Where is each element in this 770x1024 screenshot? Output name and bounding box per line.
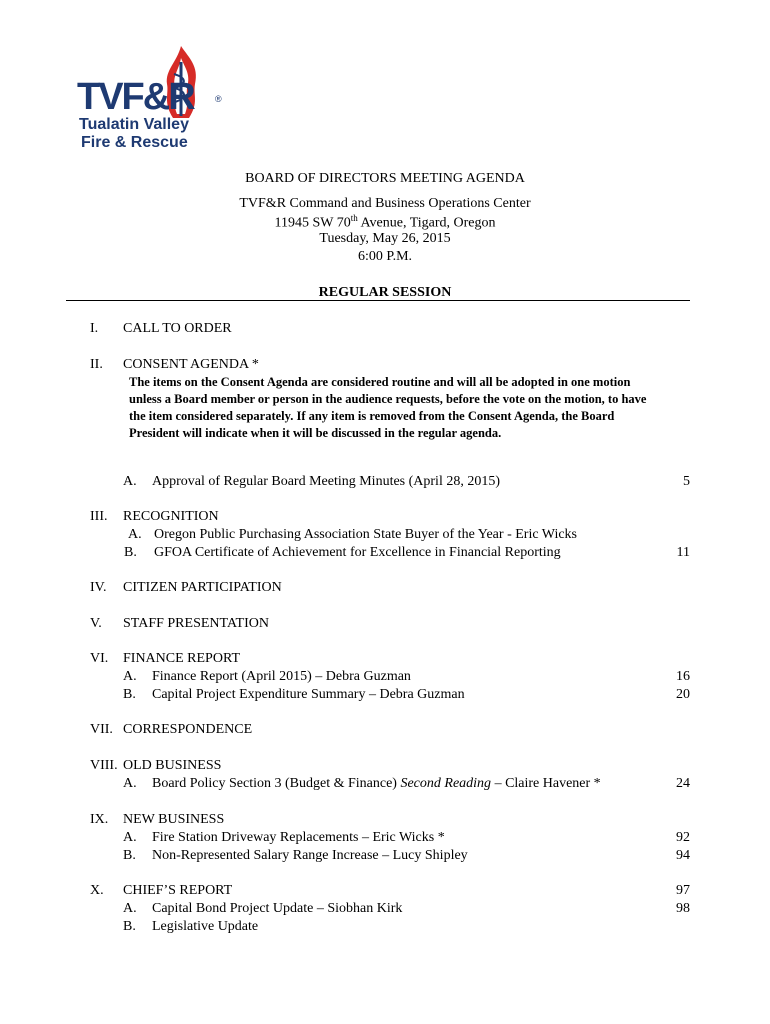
section-6-item-a-letter: A. <box>123 669 137 684</box>
section-3-item-a-letter: A. <box>128 527 142 542</box>
section-9-item-a-letter: A. <box>123 830 137 845</box>
section-4-title: CITIZEN PARTICIPATION <box>123 580 282 595</box>
meeting-date: Tuesday, May 26, 2015 <box>319 231 451 246</box>
section-6-item-a-text: Finance Report (April 2015) – Debra Guzman <box>152 669 411 684</box>
section-3-item-a-text: Oregon Public Purchasing Association State Buyer of the Year - Eric Wicks <box>154 527 577 542</box>
section-9-item-b-page: 94 <box>676 848 690 863</box>
header-divider <box>66 300 690 301</box>
section-8-item-a-page: 24 <box>676 776 690 791</box>
section-5-title: STAFF PRESENTATION <box>123 616 269 631</box>
section-10-item-a-text: Capital Bond Project Update – Siobhan Kirk <box>152 901 403 916</box>
tvfr-logo <box>77 44 227 154</box>
section-6-item-a-page: 16 <box>676 669 690 684</box>
meeting-location: TVF&R Command and Business Operations Center <box>239 196 531 211</box>
section-9-title: NEW BUSINESS <box>123 812 225 827</box>
section-6-item-b-page: 20 <box>676 687 690 702</box>
logo-line-2: Fire & Rescue <box>81 134 188 151</box>
section-10-number: X. <box>90 883 104 898</box>
section-1-title: CALL TO ORDER <box>123 321 232 336</box>
section-6-title: FINANCE REPORT <box>123 651 241 666</box>
section-3-item-b-text: GFOA Certificate of Achievement for Excellence in Financial Reporting <box>154 545 561 560</box>
section-6-item-b-text: Capital Project Expenditure Summary – Debra Guzman <box>152 687 465 702</box>
section-10-item-a-letter: A. <box>123 901 137 916</box>
section-3-item-b-page: 11 <box>676 545 690 560</box>
section-8-item-a-presenter: – Claire Havener * <box>491 776 601 791</box>
section-9-item-b-letter: B. <box>123 848 136 863</box>
section-1-number: I. <box>90 321 99 336</box>
section-7-title: CORRESPONDENCE <box>123 722 253 737</box>
section-8-number: VIII. <box>90 758 118 773</box>
consent-agenda-notice: The items on the Consent Agenda are considered routine and will all be adopted in one motion unless a Board member or person in the audience requests, before the vote on the motion, to have the item considered separately. If any item is removed from the Consent Agenda, the Board President will indicate when it will be discussed in the regular agenda. <box>129 375 647 440</box>
logo-line-1: Tualatin Valley <box>79 116 189 133</box>
address-street: 11945 SW 70 <box>274 215 351 231</box>
section-9-item-b-text: Non-Represented Salary Range Increase – Lucy Shipley <box>152 848 468 863</box>
section-3-number: III. <box>90 509 108 524</box>
section-2-title: CONSENT AGENDA * <box>123 357 259 372</box>
section-6-number: VI. <box>90 651 109 666</box>
logo-wordmark: TVF&R <box>77 76 194 118</box>
section-8-item-a-text-main: Board Policy Section 3 (Budget & Finance) <box>152 776 401 791</box>
section-10-item-b-text: Legislative Update <box>152 919 259 934</box>
session-heading: REGULAR SESSION <box>318 285 452 300</box>
section-8-title: OLD BUSINESS <box>123 758 222 773</box>
meeting-address <box>0 213 770 232</box>
address-ordinal: th <box>350 213 358 223</box>
section-10-page: 97 <box>676 883 690 898</box>
section-2-item-a-page: 5 <box>683 474 690 489</box>
section-2-number: II. <box>90 357 103 372</box>
address-city: Avenue, Tigard, Oregon <box>357 215 496 231</box>
section-5-number: V. <box>90 616 102 631</box>
section-4-number: IV. <box>90 580 107 595</box>
section-8-item-a-text <box>152 776 601 792</box>
section-2-item-a-letter: A. <box>123 474 137 489</box>
section-9-item-a-page: 92 <box>676 830 690 845</box>
section-8-item-a-letter: A. <box>123 776 137 791</box>
registered-mark: ® <box>215 94 222 104</box>
section-10-title: CHIEF’S REPORT <box>123 883 233 898</box>
section-2-item-a-text: Approval of Regular Board Meeting Minutes (April 28, 2015) <box>152 474 500 489</box>
section-7-number: VII. <box>90 722 113 737</box>
section-10-item-b-letter: B. <box>123 919 136 934</box>
section-9-item-a-text: Fire Station Driveway Replacements – Eric Wicks * <box>152 830 445 845</box>
agenda-title: BOARD OF DIRECTORS MEETING AGENDA <box>245 171 525 186</box>
section-8-item-a-reading: Second Reading <box>400 776 492 791</box>
section-3-item-b-letter: B. <box>124 545 137 560</box>
section-3-title: RECOGNITION <box>123 509 219 524</box>
section-10-item-a-page: 98 <box>676 901 690 916</box>
meeting-time: 6:00 P.M. <box>357 249 413 264</box>
section-9-number: IX. <box>90 812 109 827</box>
section-6-item-b-letter: B. <box>123 687 136 702</box>
